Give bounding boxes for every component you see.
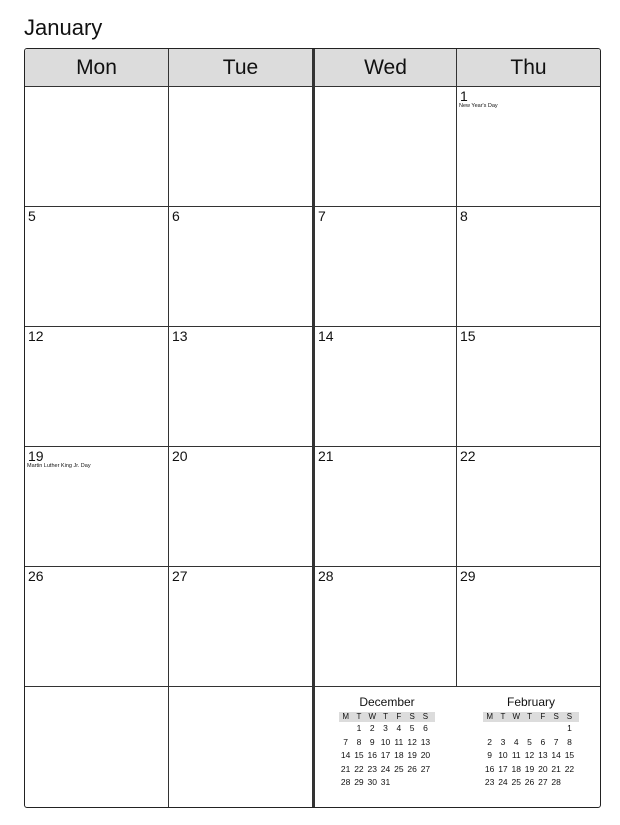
mini-calendars-area (313, 687, 600, 807)
day-cell[interactable] (313, 447, 457, 567)
month-title: January (24, 15, 103, 40)
mini-day: 22 (354, 763, 364, 774)
mini-day: 12 (524, 750, 535, 760)
mini-day: 21 (340, 763, 351, 774)
mini-day (419, 776, 432, 790)
weekday-letter: W (512, 712, 521, 721)
day-number: 1 (460, 88, 468, 104)
day-cell[interactable] (457, 567, 600, 687)
mini-day: 4 (513, 736, 519, 747)
mini-day: 25 (394, 763, 404, 774)
mini-day: 5 (527, 736, 532, 747)
mini-week-row (339, 763, 435, 777)
mini-day (392, 776, 405, 790)
mini-day: 31 (380, 777, 391, 787)
mini-day: 12 (407, 736, 417, 747)
mini-day: 29 (354, 777, 364, 787)
mini-day: 9 (487, 750, 493, 760)
mini-week-row (483, 763, 579, 777)
mini-day: 19 (407, 750, 417, 760)
mini-calendar-title: December (359, 695, 415, 709)
weekday-letter: W (368, 712, 377, 721)
mini-day (536, 722, 549, 736)
mini-day (523, 722, 536, 736)
day-number: 26 (28, 568, 44, 584)
mini-week-row (339, 776, 435, 790)
mini-day: 1 (356, 723, 362, 733)
day-number: 15 (460, 328, 476, 344)
mini-day: 25 (511, 777, 521, 787)
day-number: 5 (28, 208, 36, 224)
mini-day: 6 (540, 736, 546, 747)
mini-day: 6 (423, 723, 428, 733)
mini-day: 28 (551, 777, 561, 787)
mini-day: 17 (380, 750, 391, 760)
mini-week-row (483, 776, 579, 790)
day-number: 29 (460, 568, 476, 584)
mini-day (510, 722, 523, 736)
mini-day: 10 (380, 736, 391, 747)
day-cell[interactable] (313, 327, 457, 447)
mini-day (405, 776, 418, 790)
mini-weekday-header (483, 712, 579, 722)
holiday-label: New Year's Day (459, 103, 498, 109)
holiday-label: Martin Luther King Jr. Day (27, 463, 91, 469)
empty-cell (169, 687, 313, 807)
mini-day: 15 (564, 750, 575, 760)
weekday-letter: T (383, 712, 388, 721)
mini-day: 26 (407, 763, 417, 774)
mini-week-row (483, 736, 579, 750)
mini-day: 23 (367, 763, 377, 774)
mini-week-row (339, 749, 435, 763)
mini-day: 4 (396, 723, 402, 733)
day-cell[interactable] (457, 447, 600, 567)
mini-day: 14 (551, 750, 561, 760)
mini-day: 7 (343, 736, 349, 747)
mini-day (563, 776, 576, 790)
mini-calendar-title: February (506, 695, 556, 709)
weekday-letter: S (422, 712, 429, 721)
weekday-header-mon: Mon (25, 49, 169, 87)
mini-day: 15 (354, 750, 364, 760)
mini-day: 2 (369, 723, 375, 733)
mini-day: 24 (498, 777, 508, 787)
mini-day (339, 722, 352, 736)
day-cell[interactable] (313, 87, 457, 207)
day-number: 13 (172, 328, 188, 344)
mini-day: 3 (500, 736, 506, 747)
mini-day: 30 (367, 777, 377, 787)
mini-calendar-weeks (339, 722, 435, 790)
mini-day: 18 (394, 750, 404, 760)
mini-day: 17 (498, 763, 508, 774)
mini-day: 3 (383, 723, 388, 733)
day-number: 28 (318, 568, 334, 584)
day-cell[interactable] (169, 207, 313, 327)
mini-day: 21 (551, 763, 561, 774)
weekday-letter: T (527, 712, 532, 721)
calendar-grid (24, 48, 601, 808)
mini-day: 16 (367, 750, 377, 760)
mini-weekday-header (339, 712, 435, 722)
day-cell[interactable] (25, 447, 169, 567)
mini-day: 22 (564, 763, 575, 774)
day-number: 27 (172, 568, 188, 584)
day-number: 20 (172, 448, 188, 464)
weekday-letter: T (356, 712, 362, 721)
mini-day: 23 (484, 777, 495, 787)
day-number: 6 (172, 208, 180, 224)
weekday-letter: S (553, 712, 559, 721)
mini-day: 16 (484, 763, 495, 774)
mini-day (549, 722, 562, 736)
mini-day: 10 (498, 750, 508, 760)
mini-calendar-weeks (483, 722, 579, 790)
day-cell[interactable] (169, 447, 313, 567)
weekday-letter: M (486, 712, 493, 721)
mini-day: 20 (420, 750, 431, 760)
mini-day: 19 (524, 763, 535, 774)
day-number: 19 (28, 448, 44, 464)
day-number: 8 (460, 208, 468, 224)
day-cell[interactable] (25, 327, 169, 447)
day-cell[interactable] (313, 207, 457, 327)
day-cell[interactable] (169, 567, 313, 687)
mini-day: 27 (538, 777, 548, 787)
day-cell[interactable] (457, 327, 600, 447)
weekday-letter: M (342, 712, 349, 721)
mini-day: 9 (369, 736, 375, 747)
mini-day: 27 (420, 763, 431, 774)
day-cell[interactable] (25, 207, 169, 327)
mini-day: 18 (511, 763, 521, 774)
mini-day: 11 (394, 736, 404, 747)
mini-day (483, 722, 496, 736)
day-number: 22 (460, 448, 476, 464)
mini-day: 14 (340, 750, 351, 760)
mini-day: 7 (553, 736, 559, 747)
mini-day: 5 (409, 723, 415, 733)
mini-day: 2 (487, 736, 493, 747)
mini-day (496, 722, 509, 736)
mini-day: 11 (511, 750, 521, 760)
mini-day: 28 (340, 777, 351, 787)
day-cell[interactable] (313, 567, 457, 687)
mini-day: 26 (524, 777, 535, 787)
mini-day: 1 (567, 723, 572, 733)
day-cell[interactable] (457, 207, 600, 327)
weekday-letter: T (500, 712, 506, 721)
day-number: 7 (318, 208, 326, 224)
weekday-header-thu: Thu (457, 49, 600, 87)
day-cell[interactable] (25, 87, 169, 207)
mini-day: 20 (538, 763, 548, 774)
weekday-header-tue: Tue (169, 49, 313, 87)
weekday-letter: S (409, 712, 415, 721)
weekday-letter: F (396, 712, 402, 721)
day-cell[interactable] (457, 87, 600, 207)
mini-calendar-february (483, 695, 579, 790)
weekday-letter: S (566, 712, 573, 721)
day-number: 14 (318, 328, 334, 344)
mini-day: 13 (420, 736, 431, 747)
mini-day: 13 (538, 750, 548, 760)
mini-day: 8 (356, 736, 362, 747)
day-cell[interactable] (169, 87, 313, 207)
mini-calendar-december (339, 695, 435, 790)
mini-week-row (339, 736, 435, 750)
empty-cell (25, 687, 169, 807)
day-number: 12 (28, 328, 44, 344)
day-number: 21 (318, 448, 334, 464)
mini-day: 24 (380, 763, 391, 774)
day-cell[interactable] (169, 327, 313, 447)
mini-week-row (339, 722, 435, 736)
mini-week-row (483, 722, 579, 736)
mini-week-row (483, 749, 579, 763)
mini-day: 8 (567, 736, 572, 747)
day-cell[interactable] (25, 567, 169, 687)
weekday-letter: F (540, 712, 546, 721)
weekday-header-wed: Wed (313, 49, 457, 87)
